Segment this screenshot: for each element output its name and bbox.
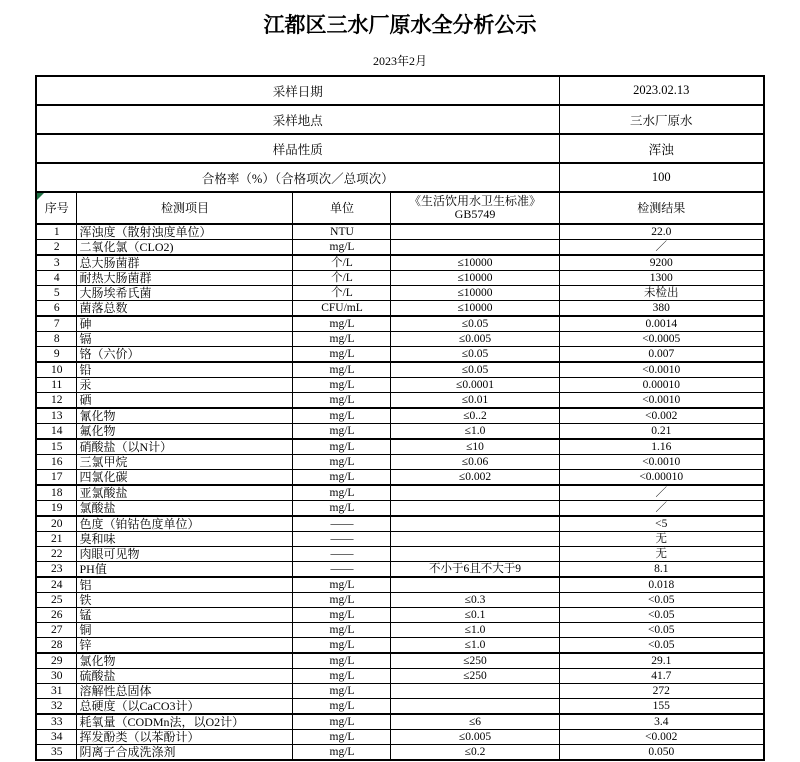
row-no: 4 bbox=[36, 271, 77, 286]
row-no: 1 bbox=[36, 224, 77, 240]
row-result: <0.0010 bbox=[559, 393, 764, 409]
col-header-standard-line2: GB5749 bbox=[454, 207, 496, 221]
row-unit: mg/L bbox=[293, 393, 391, 409]
row-result: <0.0005 bbox=[559, 332, 764, 347]
info-row bbox=[36, 163, 764, 192]
table-row bbox=[36, 286, 764, 301]
table-row bbox=[36, 638, 764, 654]
row-unit: mg/L bbox=[293, 424, 391, 440]
row-standard bbox=[391, 485, 559, 501]
row-no: 28 bbox=[36, 638, 77, 654]
row-item: PH值 bbox=[77, 562, 293, 578]
row-result: 0.050 bbox=[559, 745, 764, 761]
info-row bbox=[36, 134, 764, 163]
row-standard: ≤6 bbox=[391, 714, 559, 730]
table-row bbox=[36, 271, 764, 286]
row-standard: ≤1.0 bbox=[391, 424, 559, 440]
info-label: 采样日期 bbox=[36, 76, 559, 105]
row-item: 菌落总数 bbox=[77, 301, 293, 317]
col-header-unit: 单位 bbox=[293, 192, 391, 224]
table-row bbox=[36, 470, 764, 486]
row-no: 7 bbox=[36, 316, 77, 332]
page-title: 江都区三水厂原水全分析公示 bbox=[263, 13, 537, 37]
table-row bbox=[36, 577, 764, 593]
table-row bbox=[36, 532, 764, 547]
row-unit: —— bbox=[293, 547, 391, 562]
row-standard bbox=[391, 699, 559, 715]
row-standard: ≤0.05 bbox=[391, 362, 559, 378]
info-row bbox=[36, 76, 764, 105]
row-item: 硝酸盐（以N计） bbox=[77, 439, 293, 455]
table-row bbox=[36, 332, 764, 347]
table-row bbox=[36, 699, 764, 715]
row-standard: 不小于6且不大于9 bbox=[391, 562, 559, 578]
row-unit: mg/L bbox=[293, 608, 391, 623]
row-no: 15 bbox=[36, 439, 77, 455]
data-section bbox=[36, 224, 764, 760]
row-unit: mg/L bbox=[293, 378, 391, 393]
column-header-section bbox=[36, 192, 764, 224]
row-result: <0.05 bbox=[559, 608, 764, 623]
row-unit: mg/L bbox=[293, 577, 391, 593]
row-standard bbox=[391, 516, 559, 532]
table-row bbox=[36, 455, 764, 470]
table-row bbox=[36, 730, 764, 745]
row-result: ／ bbox=[559, 240, 764, 256]
table-row bbox=[36, 439, 764, 455]
row-unit: mg/L bbox=[293, 501, 391, 517]
row-item: 耐热大肠菌群 bbox=[77, 271, 293, 286]
table-row bbox=[36, 378, 764, 393]
row-no: 33 bbox=[36, 714, 77, 730]
table-row bbox=[36, 301, 764, 317]
excel-comment-marker-icon bbox=[37, 193, 44, 200]
row-item: 阴离子合成洗涤剂 bbox=[77, 745, 293, 761]
row-item: 色度（铂钴色度单位） bbox=[77, 516, 293, 532]
col-header-standard-line1: 《生活饮用水卫生标准》 bbox=[408, 194, 541, 208]
row-standard: ≤0.005 bbox=[391, 730, 559, 745]
table-row bbox=[36, 562, 764, 578]
row-result: ／ bbox=[559, 501, 764, 517]
row-standard: ≤0.3 bbox=[391, 593, 559, 608]
row-no: 26 bbox=[36, 608, 77, 623]
row-unit: mg/L bbox=[293, 347, 391, 363]
row-result: <0.00010 bbox=[559, 470, 764, 486]
row-no: 34 bbox=[36, 730, 77, 745]
row-result: 0.0014 bbox=[559, 316, 764, 332]
row-item: 溶解性总固体 bbox=[77, 684, 293, 699]
row-no: 30 bbox=[36, 669, 77, 684]
row-item: 挥发酚类（以苯酚计） bbox=[77, 730, 293, 745]
row-result: <0.05 bbox=[559, 593, 764, 608]
row-result: <0.002 bbox=[559, 408, 764, 424]
row-unit: mg/L bbox=[293, 714, 391, 730]
col-header-no-label: 序号 bbox=[44, 200, 69, 215]
row-item: 耗氧量（CODMn法，以O2计） bbox=[77, 714, 293, 730]
row-standard: ≤0..2 bbox=[391, 408, 559, 424]
row-no: 13 bbox=[36, 408, 77, 424]
row-item: 氯酸盐 bbox=[77, 501, 293, 517]
table-row bbox=[36, 255, 764, 271]
row-unit: mg/L bbox=[293, 455, 391, 470]
row-no: 6 bbox=[36, 301, 77, 317]
row-standard: ≤10000 bbox=[391, 286, 559, 301]
table-row bbox=[36, 593, 764, 608]
row-no: 24 bbox=[36, 577, 77, 593]
table-row bbox=[36, 714, 764, 730]
row-unit: mg/L bbox=[293, 485, 391, 501]
row-standard: ≤0.0001 bbox=[391, 378, 559, 393]
row-no: 18 bbox=[36, 485, 77, 501]
row-result: 0.21 bbox=[559, 424, 764, 440]
row-unit: NTU bbox=[293, 224, 391, 240]
col-header-item: 检测项目 bbox=[77, 192, 293, 224]
row-result: 0.018 bbox=[559, 577, 764, 593]
row-result: <0.05 bbox=[559, 638, 764, 654]
table-row bbox=[36, 669, 764, 684]
row-unit: mg/L bbox=[293, 470, 391, 486]
row-result: 无 bbox=[559, 547, 764, 562]
row-item: 锌 bbox=[77, 638, 293, 654]
row-standard: ≤10000 bbox=[391, 255, 559, 271]
table-row bbox=[36, 547, 764, 562]
table-row bbox=[36, 240, 764, 256]
row-item: 亚氯酸盐 bbox=[77, 485, 293, 501]
row-no: 19 bbox=[36, 501, 77, 517]
table-row bbox=[36, 393, 764, 409]
row-result: <0.0010 bbox=[559, 455, 764, 470]
row-result: <5 bbox=[559, 516, 764, 532]
row-unit: CFU/mL bbox=[293, 301, 391, 317]
row-unit: mg/L bbox=[293, 623, 391, 638]
info-value: 2023.02.13 bbox=[559, 76, 764, 105]
row-result: 380 bbox=[559, 301, 764, 317]
row-item: 锰 bbox=[77, 608, 293, 623]
row-no: 8 bbox=[36, 332, 77, 347]
row-item: 铅 bbox=[77, 362, 293, 378]
row-item: 浑浊度（散射浊度单位） bbox=[77, 224, 293, 240]
row-standard bbox=[391, 224, 559, 240]
row-item: 铬（六价） bbox=[77, 347, 293, 363]
row-no: 9 bbox=[36, 347, 77, 363]
row-result: <0.05 bbox=[559, 623, 764, 638]
row-unit: —— bbox=[293, 516, 391, 532]
col-header-result: 检测结果 bbox=[559, 192, 764, 224]
col-header-standard bbox=[391, 192, 559, 224]
row-standard: ≤1.0 bbox=[391, 638, 559, 654]
row-standard bbox=[391, 684, 559, 699]
row-item: 铁 bbox=[77, 593, 293, 608]
row-standard: ≤0.06 bbox=[391, 455, 559, 470]
info-value: 浑浊 bbox=[559, 134, 764, 163]
row-item: 铜 bbox=[77, 623, 293, 638]
row-result: 0.00010 bbox=[559, 378, 764, 393]
row-no: 25 bbox=[36, 593, 77, 608]
row-item: 铝 bbox=[77, 577, 293, 593]
row-standard bbox=[391, 240, 559, 256]
row-result: 1300 bbox=[559, 271, 764, 286]
row-standard: ≤250 bbox=[391, 669, 559, 684]
row-no: 5 bbox=[36, 286, 77, 301]
row-standard: ≤1.0 bbox=[391, 623, 559, 638]
table-row bbox=[36, 653, 764, 669]
row-result: 0.007 bbox=[559, 347, 764, 363]
row-unit: 个/L bbox=[293, 286, 391, 301]
row-result: 3.4 bbox=[559, 714, 764, 730]
row-unit: mg/L bbox=[293, 684, 391, 699]
row-unit: mg/L bbox=[293, 653, 391, 669]
table-row bbox=[36, 424, 764, 440]
row-standard: ≤10 bbox=[391, 439, 559, 455]
row-standard bbox=[391, 577, 559, 593]
row-result: <0.002 bbox=[559, 730, 764, 745]
table-row bbox=[36, 347, 764, 363]
row-no: 29 bbox=[36, 653, 77, 669]
row-standard: ≤0.01 bbox=[391, 393, 559, 409]
water-analysis-table bbox=[35, 75, 765, 761]
row-standard bbox=[391, 532, 559, 547]
row-result: 9200 bbox=[559, 255, 764, 271]
row-standard: ≤10000 bbox=[391, 271, 559, 286]
table-row bbox=[36, 516, 764, 532]
row-result: <0.0010 bbox=[559, 362, 764, 378]
row-unit: —— bbox=[293, 532, 391, 547]
col-header-no bbox=[36, 192, 77, 224]
row-standard: ≤0.2 bbox=[391, 745, 559, 761]
row-unit: mg/L bbox=[293, 593, 391, 608]
row-result: 29.1 bbox=[559, 653, 764, 669]
row-standard bbox=[391, 547, 559, 562]
row-unit: mg/L bbox=[293, 332, 391, 347]
info-label: 采样地点 bbox=[36, 105, 559, 134]
row-result: 155 bbox=[559, 699, 764, 715]
info-row bbox=[36, 105, 764, 134]
info-label: 样品性质 bbox=[36, 134, 559, 163]
row-no: 3 bbox=[36, 255, 77, 271]
row-result: 272 bbox=[559, 684, 764, 699]
row-unit: mg/L bbox=[293, 316, 391, 332]
table-row bbox=[36, 316, 764, 332]
row-unit: mg/L bbox=[293, 699, 391, 715]
row-no: 21 bbox=[36, 532, 77, 547]
row-no: 16 bbox=[36, 455, 77, 470]
row-result: 8.1 bbox=[559, 562, 764, 578]
row-no: 32 bbox=[36, 699, 77, 715]
column-header-row bbox=[36, 192, 764, 224]
row-unit: mg/L bbox=[293, 240, 391, 256]
row-item: 氯化物 bbox=[77, 653, 293, 669]
row-result: 1.16 bbox=[559, 439, 764, 455]
row-no: 35 bbox=[36, 745, 77, 761]
info-section bbox=[36, 76, 764, 192]
row-standard: ≤0.1 bbox=[391, 608, 559, 623]
row-standard: ≤0.05 bbox=[391, 316, 559, 332]
row-standard bbox=[391, 501, 559, 517]
row-item: 总硬度（以CaCO3计） bbox=[77, 699, 293, 715]
table-row bbox=[36, 408, 764, 424]
row-item: 氰化物 bbox=[77, 408, 293, 424]
table-row bbox=[36, 224, 764, 240]
row-item: 二氧化氯（CLO2) bbox=[77, 240, 293, 256]
row-item: 汞 bbox=[77, 378, 293, 393]
row-unit: 个/L bbox=[293, 271, 391, 286]
row-item: 大肠埃希氏菌 bbox=[77, 286, 293, 301]
row-item: 硒 bbox=[77, 393, 293, 409]
report-page bbox=[0, 12, 800, 762]
row-no: 23 bbox=[36, 562, 77, 578]
row-no: 20 bbox=[36, 516, 77, 532]
row-unit: mg/L bbox=[293, 408, 391, 424]
row-no: 17 bbox=[36, 470, 77, 486]
table-row bbox=[36, 362, 764, 378]
info-value: 三水厂原水 bbox=[559, 105, 764, 134]
row-result: ／ bbox=[559, 485, 764, 501]
row-item: 肉眼可见物 bbox=[77, 547, 293, 562]
row-item: 总大肠菌群 bbox=[77, 255, 293, 271]
row-item: 硫酸盐 bbox=[77, 669, 293, 684]
row-unit: mg/L bbox=[293, 638, 391, 654]
table-row bbox=[36, 485, 764, 501]
row-item: 四氯化碳 bbox=[77, 470, 293, 486]
row-item: 三氯甲烷 bbox=[77, 455, 293, 470]
row-unit: mg/L bbox=[293, 439, 391, 455]
table-row bbox=[36, 623, 764, 638]
row-standard: ≤250 bbox=[391, 653, 559, 669]
row-standard: ≤0.002 bbox=[391, 470, 559, 486]
row-unit: mg/L bbox=[293, 745, 391, 761]
row-item: 臭和味 bbox=[77, 532, 293, 547]
row-no: 14 bbox=[36, 424, 77, 440]
row-no: 22 bbox=[36, 547, 77, 562]
row-standard: ≤0.05 bbox=[391, 347, 559, 363]
row-no: 27 bbox=[36, 623, 77, 638]
row-item: 氟化物 bbox=[77, 424, 293, 440]
row-no: 2 bbox=[36, 240, 77, 256]
report-month: 2023年2月 bbox=[372, 54, 427, 68]
info-label: 合格率（%）（合格项次／总项次） bbox=[36, 163, 559, 192]
info-value: 100 bbox=[559, 163, 764, 192]
table-row bbox=[36, 608, 764, 623]
table-row bbox=[36, 501, 764, 517]
row-unit: mg/L bbox=[293, 730, 391, 745]
row-item: 砷 bbox=[77, 316, 293, 332]
row-result: 22.0 bbox=[559, 224, 764, 240]
row-unit: —— bbox=[293, 562, 391, 578]
row-unit: mg/L bbox=[293, 669, 391, 684]
row-no: 11 bbox=[36, 378, 77, 393]
row-item: 镉 bbox=[77, 332, 293, 347]
row-result: 41.7 bbox=[559, 669, 764, 684]
table-row bbox=[36, 745, 764, 761]
table-row bbox=[36, 684, 764, 699]
row-result: 未检出 bbox=[559, 286, 764, 301]
row-no: 12 bbox=[36, 393, 77, 409]
row-standard: ≤10000 bbox=[391, 301, 559, 317]
row-unit: mg/L bbox=[293, 362, 391, 378]
row-no: 10 bbox=[36, 362, 77, 378]
row-unit: 个/L bbox=[293, 255, 391, 271]
row-no: 31 bbox=[36, 684, 77, 699]
row-standard: ≤0.005 bbox=[391, 332, 559, 347]
row-result: 无 bbox=[559, 532, 764, 547]
